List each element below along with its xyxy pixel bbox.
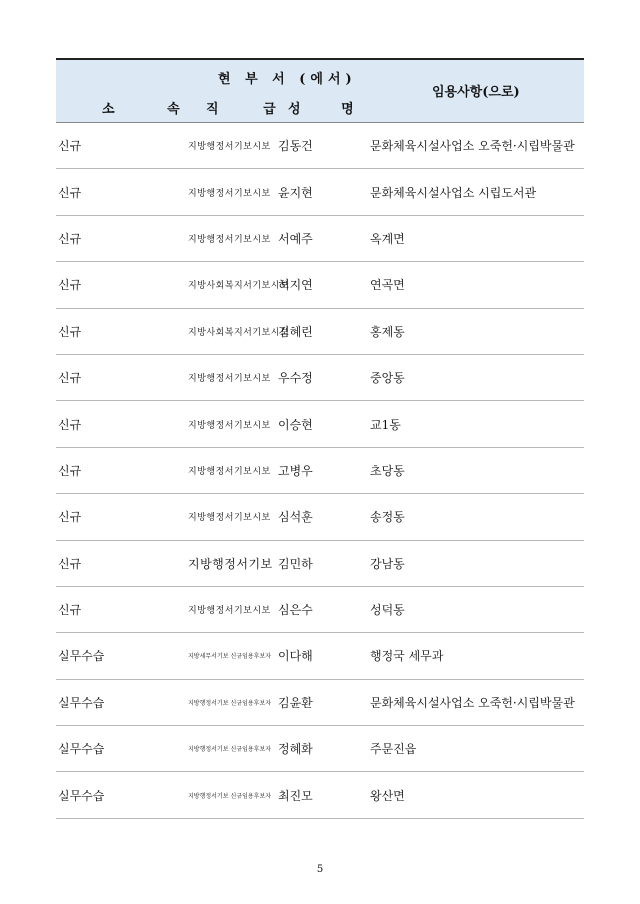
appointment-table (56, 58, 584, 819)
cell-rank: 지방사회복지서기보시보 (188, 281, 290, 292)
cell-appointment: 문화체육시설사업소 시립도서관 (370, 185, 537, 200)
header-rank: 직 급 (206, 102, 296, 117)
cell-name: 김혜린 (278, 324, 313, 339)
cell-rank: 지방행정서기보시보 (188, 606, 271, 617)
cell-appointment: 행정국 세무과 (370, 649, 444, 664)
table-row (56, 587, 584, 633)
cell-rank: 지방행정서기보시보 (188, 513, 271, 524)
cell-rank: 지방행정서기보시보 (188, 142, 271, 153)
cell-appointment: 홍제동 (370, 324, 405, 339)
cell-rank: 지방행정서기보시보 (188, 420, 271, 431)
table-row (56, 262, 584, 308)
cell-dept: 신규 (58, 278, 82, 293)
cell-dept: 실무수습 (58, 742, 105, 757)
cell-dept: 신규 (58, 603, 82, 618)
header-current-dept: 현 부 서 (에서) (218, 72, 357, 87)
table-header (56, 58, 584, 123)
cell-rank: 지방행정서기보 신규임용후보자 (188, 792, 272, 800)
cell-rank: 지방행정서기보 (188, 556, 273, 571)
cell-appointment: 문화체육시설사업소 오죽헌·시립박물관 (370, 695, 575, 710)
table-row (56, 772, 584, 818)
cell-rank: 지방사회복지서기보시보 (188, 327, 290, 338)
cell-dept: 신규 (58, 324, 82, 339)
cell-name: 고병우 (278, 463, 313, 478)
table-row (56, 633, 584, 679)
cell-name: 이다해 (278, 649, 313, 664)
cell-appointment: 연곡면 (370, 278, 405, 293)
table-row (56, 355, 584, 401)
header-dept: 소 속 (102, 102, 204, 117)
table-row (56, 726, 584, 772)
cell-dept: 실무수습 (58, 695, 105, 710)
table-row (56, 216, 584, 262)
table-row (56, 123, 584, 169)
cell-name: 윤지현 (278, 185, 313, 200)
cell-dept: 신규 (58, 139, 82, 154)
cell-name: 김민하 (278, 556, 313, 571)
table-row (56, 401, 584, 447)
cell-rank: 지방행정서기보 신규임용후보자 (188, 699, 272, 707)
cell-name: 서예주 (278, 231, 313, 246)
cell-dept: 신규 (58, 185, 82, 200)
cell-dept: 실무수습 (58, 788, 105, 803)
cell-name: 우수정 (278, 371, 313, 386)
cell-appointment: 교1동 (370, 417, 401, 432)
cell-appointment: 강남동 (370, 556, 405, 571)
cell-name: 김윤환 (278, 695, 313, 710)
cell-appointment: 왕산면 (370, 788, 405, 803)
cell-dept: 신규 (58, 556, 82, 571)
header-name: 성 명 (288, 102, 372, 117)
cell-name: 허지연 (278, 278, 313, 293)
table-row (56, 541, 584, 587)
cell-appointment: 주문진읍 (370, 742, 417, 757)
cell-appointment: 송정동 (370, 510, 405, 525)
cell-name: 심석훈 (278, 510, 313, 525)
page-number: 5 (316, 864, 324, 875)
cell-dept: 실무수습 (58, 649, 105, 664)
cell-dept: 신규 (58, 371, 82, 386)
table-row (56, 309, 584, 355)
cell-name: 심은수 (278, 603, 313, 618)
cell-rank: 지방행정서기보시보 (188, 188, 271, 199)
cell-name: 최진모 (278, 788, 313, 803)
cell-appointment: 옥계면 (370, 231, 405, 246)
table-row (56, 448, 584, 494)
table-row (56, 494, 584, 540)
cell-name: 정혜화 (278, 742, 313, 757)
cell-rank: 지방행정서기보시보 (188, 466, 271, 477)
cell-appointment: 성덕동 (370, 603, 405, 618)
cell-rank: 지방행정서기보시보 (188, 234, 271, 245)
cell-appointment: 초당동 (370, 463, 405, 478)
cell-dept: 신규 (58, 463, 82, 478)
table-row (56, 169, 584, 215)
cell-rank: 지방세무서기보 신규임용후보자 (188, 653, 272, 661)
table-row (56, 680, 584, 726)
cell-appointment: 문화체육시설사업소 오죽헌·시립박물관 (370, 139, 575, 154)
cell-dept: 신규 (58, 510, 82, 525)
cell-name: 김동건 (278, 139, 313, 154)
cell-appointment: 중앙동 (370, 371, 405, 386)
cell-dept: 신규 (58, 417, 82, 432)
header-appointment: 임용사항(으로) (432, 85, 520, 100)
cell-rank: 지방행정서기보 신규임용후보자 (188, 746, 272, 754)
cell-name: 이승현 (278, 417, 313, 432)
cell-rank: 지방행정서기보시보 (188, 374, 271, 385)
table-body (56, 123, 584, 819)
cell-dept: 신규 (58, 231, 82, 246)
